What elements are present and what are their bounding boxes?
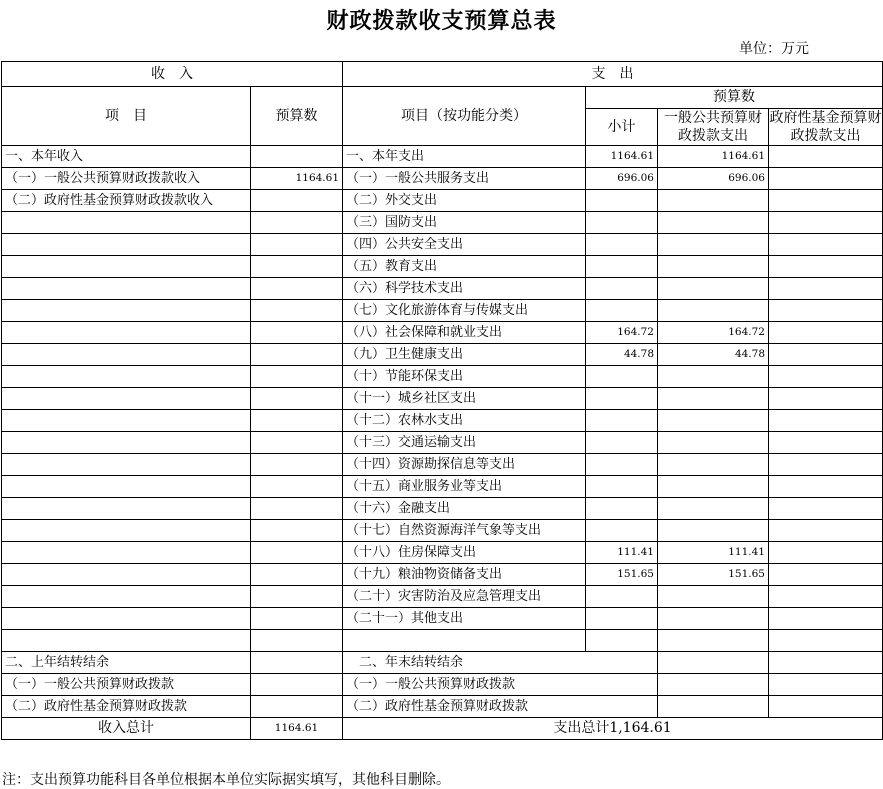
carry-expense-cell: （二）政府性基金预算财政拨款 xyxy=(343,696,658,718)
table-row xyxy=(2,542,883,564)
income-value-cell xyxy=(251,256,343,278)
carryover-row xyxy=(2,696,883,718)
income-item-cell xyxy=(2,564,251,586)
expense-general-cell: 151.65 xyxy=(658,564,769,586)
income-value-cell xyxy=(251,234,343,256)
expense-fund-cell xyxy=(769,212,883,234)
expense-item-cell: （一）一般公共服务支出 xyxy=(343,168,586,190)
expense-item-cell: 一、本年支出 xyxy=(343,146,586,168)
income-item-cell xyxy=(2,278,251,300)
expense-general-cell xyxy=(658,256,769,278)
expense-subtotal-cell xyxy=(586,234,658,256)
income-value-cell xyxy=(251,498,343,520)
table-row xyxy=(2,366,883,388)
expense-general-cell xyxy=(658,454,769,476)
table-row xyxy=(2,586,883,608)
carry-income-value-cell xyxy=(251,652,343,674)
expense-subtotal-cell xyxy=(586,520,658,542)
empty-cell xyxy=(769,674,883,696)
income-value-cell xyxy=(251,146,343,168)
table-row xyxy=(2,190,883,212)
expense-subtotal-cell xyxy=(586,212,658,234)
expense-item-cell: （十六）金融支出 xyxy=(343,498,586,520)
expense-subtotal-cell xyxy=(586,432,658,454)
expense-item-cell: （十四）资源勘探信息等支出 xyxy=(343,454,586,476)
expense-fund-cell xyxy=(769,410,883,432)
expense-subtotal-cell: 1164.61 xyxy=(586,146,658,168)
expense-header: 支 出 xyxy=(343,62,883,87)
expense-item-cell xyxy=(343,630,586,652)
income-item-cell xyxy=(2,432,251,454)
income-value-cell xyxy=(251,190,343,212)
income-item-cell xyxy=(2,300,251,322)
empty-cell xyxy=(658,652,769,674)
carry-income-cell: 二、上年结转结余 xyxy=(2,652,251,674)
expense-item-cell: （二十一）其他支出 xyxy=(343,608,586,630)
budget-amount-header: 预算数 xyxy=(251,87,343,146)
expense-general-cell xyxy=(658,630,769,652)
income-value-cell xyxy=(251,520,343,542)
income-value-cell: 1164.61 xyxy=(251,168,343,190)
income-value-cell xyxy=(251,388,343,410)
expense-general-cell xyxy=(658,278,769,300)
expense-general-cell xyxy=(658,212,769,234)
expense-subtotal-cell xyxy=(586,608,658,630)
table-row xyxy=(2,432,883,454)
expense-fund-cell xyxy=(769,454,883,476)
table-row xyxy=(2,278,883,300)
income-value-cell xyxy=(251,366,343,388)
expense-subtotal-cell xyxy=(586,366,658,388)
expense-general-cell xyxy=(658,300,769,322)
income-item-cell xyxy=(2,366,251,388)
income-item-cell xyxy=(2,454,251,476)
income-item-cell xyxy=(2,608,251,630)
expense-item-cell: （十五）商业服务业等支出 xyxy=(343,476,586,498)
table-row xyxy=(2,344,883,366)
carry-expense-cell: 二、年末结转结余 xyxy=(343,652,658,674)
expense-subtotal-cell: 151.65 xyxy=(586,564,658,586)
table-row xyxy=(2,498,883,520)
table-row xyxy=(2,520,883,542)
expense-fund-cell xyxy=(769,278,883,300)
expense-fund-cell xyxy=(769,608,883,630)
expense-fund-cell xyxy=(769,432,883,454)
expense-fund-cell xyxy=(769,388,883,410)
table-row xyxy=(2,476,883,498)
expense-subtotal-cell xyxy=(586,498,658,520)
expense-item-cell: （十九）粮油物资储备支出 xyxy=(343,564,586,586)
expense-general-cell xyxy=(658,388,769,410)
expense-item-cell: （十三）交通运输支出 xyxy=(343,432,586,454)
carry-income-value-cell xyxy=(251,696,343,718)
expense-general-cell xyxy=(658,476,769,498)
expense-general-cell xyxy=(658,520,769,542)
income-item-cell: （一）一般公共预算财政拨款收入 xyxy=(2,168,251,190)
income-value-cell xyxy=(251,586,343,608)
expense-item-cell: （十八）住房保障支出 xyxy=(343,542,586,564)
expense-fund-cell xyxy=(769,586,883,608)
carryover-row xyxy=(2,674,883,696)
income-item-cell xyxy=(2,630,251,652)
func-item-header: 项目（按功能分类） xyxy=(343,87,586,146)
expense-subtotal-cell xyxy=(586,388,658,410)
expense-item-cell: （十）节能环保支出 xyxy=(343,366,586,388)
expense-general-cell: 164.72 xyxy=(658,322,769,344)
expense-fund-cell xyxy=(769,322,883,344)
table-row xyxy=(2,410,883,432)
expense-general-cell xyxy=(658,366,769,388)
income-item-cell xyxy=(2,212,251,234)
fund-budget-header: 政府性基金预算财政拨款支出 xyxy=(769,110,882,144)
table-row xyxy=(2,322,883,344)
carry-income-value-cell xyxy=(251,674,343,696)
expense-general-cell: 111.41 xyxy=(658,542,769,564)
carry-expense-cell: （一）一般公共预算财政拨款 xyxy=(343,674,658,696)
income-value-cell xyxy=(251,278,343,300)
expense-fund-cell xyxy=(769,476,883,498)
expense-item-cell: （十七）自然资源海洋气象等支出 xyxy=(343,520,586,542)
income-value-cell xyxy=(251,630,343,652)
table-row xyxy=(2,388,883,410)
carry-income-cell: （一）一般公共预算财政拨款 xyxy=(2,674,251,696)
expense-fund-cell xyxy=(769,542,883,564)
table-row xyxy=(2,146,883,168)
expense-general-cell xyxy=(658,410,769,432)
expense-fund-cell xyxy=(769,344,883,366)
income-item-cell xyxy=(2,344,251,366)
expense-item-cell: （十一）城乡社区支出 xyxy=(343,388,586,410)
income-total-label: 收入总计 xyxy=(2,718,251,740)
expense-general-cell xyxy=(658,586,769,608)
expense-item-cell: （二十）灾害防治及应急管理支出 xyxy=(343,586,586,608)
income-item-cell xyxy=(2,520,251,542)
expense-item-cell: （六）科学技术支出 xyxy=(343,278,586,300)
expense-general-cell xyxy=(658,190,769,212)
table-row xyxy=(2,168,883,190)
expense-subtotal-cell: 164.72 xyxy=(586,322,658,344)
expense-fund-cell xyxy=(769,300,883,322)
income-header: 收 入 xyxy=(2,62,343,87)
expense-subtotal-cell xyxy=(586,586,658,608)
income-value-cell xyxy=(251,410,343,432)
budget-header: 预算数 xyxy=(586,87,883,109)
income-value-cell xyxy=(251,322,343,344)
item-header: 项 目 xyxy=(2,87,251,146)
carryover-row xyxy=(2,652,883,674)
expense-subtotal-cell xyxy=(586,454,658,476)
expense-item-cell: （二）外交支出 xyxy=(343,190,586,212)
income-item-cell xyxy=(2,388,251,410)
expense-subtotal-cell: 696.06 xyxy=(586,168,658,190)
expense-fund-cell xyxy=(769,168,883,190)
income-item-cell xyxy=(2,542,251,564)
total-row xyxy=(2,718,883,740)
expense-subtotal-cell xyxy=(586,410,658,432)
expense-total: 支出总计1,164.61 xyxy=(343,718,883,740)
expense-item-cell: （七）文化旅游体育与传媒支出 xyxy=(343,300,586,322)
subtotal-header: 小计 xyxy=(586,109,658,146)
expense-general-cell xyxy=(658,498,769,520)
empty-cell xyxy=(769,696,883,718)
income-item-cell xyxy=(2,234,251,256)
expense-item-cell: （三）国防支出 xyxy=(343,212,586,234)
income-value-cell xyxy=(251,432,343,454)
table-row xyxy=(2,212,883,234)
expense-general-cell xyxy=(658,608,769,630)
expense-fund-cell xyxy=(769,234,883,256)
expense-fund-cell xyxy=(769,190,883,212)
expense-general-cell: 44.78 xyxy=(658,344,769,366)
expense-item-cell: （十二）农林水支出 xyxy=(343,410,586,432)
empty-cell xyxy=(769,652,883,674)
income-value-cell xyxy=(251,476,343,498)
table-row xyxy=(2,300,883,322)
expense-fund-cell xyxy=(769,256,883,278)
table-row xyxy=(2,234,883,256)
table-row xyxy=(2,608,883,630)
income-value-cell xyxy=(251,454,343,476)
expense-fund-cell xyxy=(769,564,883,586)
expense-subtotal-cell: 44.78 xyxy=(586,344,658,366)
general-budget-header: 一般公共预算财政拨款支出 xyxy=(658,109,769,146)
income-item-cell xyxy=(2,256,251,278)
carry-income-cell: （二）政府性基金预算财政拨款 xyxy=(2,696,251,718)
empty-cell xyxy=(658,696,769,718)
income-item-cell xyxy=(2,476,251,498)
income-item-cell xyxy=(2,586,251,608)
unit-label: 单位：万元 xyxy=(739,41,809,57)
expense-subtotal-cell xyxy=(586,256,658,278)
expense-general-cell: 696.06 xyxy=(658,168,769,190)
expense-fund-cell xyxy=(769,498,883,520)
report-title: 财政拨款收支预算总表 xyxy=(326,8,557,34)
expense-subtotal-cell: 111.41 xyxy=(586,542,658,564)
income-item-cell xyxy=(2,410,251,432)
expense-subtotal-cell xyxy=(586,630,658,652)
expense-item-cell: （九）卫生健康支出 xyxy=(343,344,586,366)
income-value-cell xyxy=(251,564,343,586)
income-item-cell xyxy=(2,498,251,520)
income-total-value: 1164.61 xyxy=(251,718,343,740)
expense-subtotal-cell xyxy=(586,278,658,300)
income-item-cell: 一、本年收入 xyxy=(2,146,251,168)
expense-fund-cell xyxy=(769,146,883,168)
expense-subtotal-cell xyxy=(586,300,658,322)
income-value-cell xyxy=(251,542,343,564)
income-item-cell: （二）政府性基金预算财政拨款收入 xyxy=(2,190,251,212)
expense-item-cell: （八）社会保障和就业支出 xyxy=(343,322,586,344)
empty-cell xyxy=(658,674,769,696)
expense-fund-cell xyxy=(769,520,883,542)
expense-fund-cell xyxy=(769,630,883,652)
table-row xyxy=(2,256,883,278)
table-row xyxy=(2,454,883,476)
income-value-cell xyxy=(251,608,343,630)
expense-subtotal-cell xyxy=(586,190,658,212)
expense-item-cell: （四）公共安全支出 xyxy=(343,234,586,256)
expense-general-cell xyxy=(658,234,769,256)
budget-table xyxy=(1,61,883,740)
expense-item-cell: （五）教育支出 xyxy=(343,256,586,278)
footnote: 注：支出预算功能科目各单位根据本单位实际据实填写，其他科目删除。 xyxy=(2,772,450,788)
table-row xyxy=(2,630,883,652)
income-item-cell xyxy=(2,322,251,344)
expense-fund-cell xyxy=(769,366,883,388)
expense-subtotal-cell xyxy=(586,476,658,498)
income-value-cell xyxy=(251,344,343,366)
expense-general-cell xyxy=(658,432,769,454)
income-value-cell xyxy=(251,300,343,322)
income-value-cell xyxy=(251,212,343,234)
table-row xyxy=(2,564,883,586)
expense-general-cell: 1164.61 xyxy=(658,146,769,168)
